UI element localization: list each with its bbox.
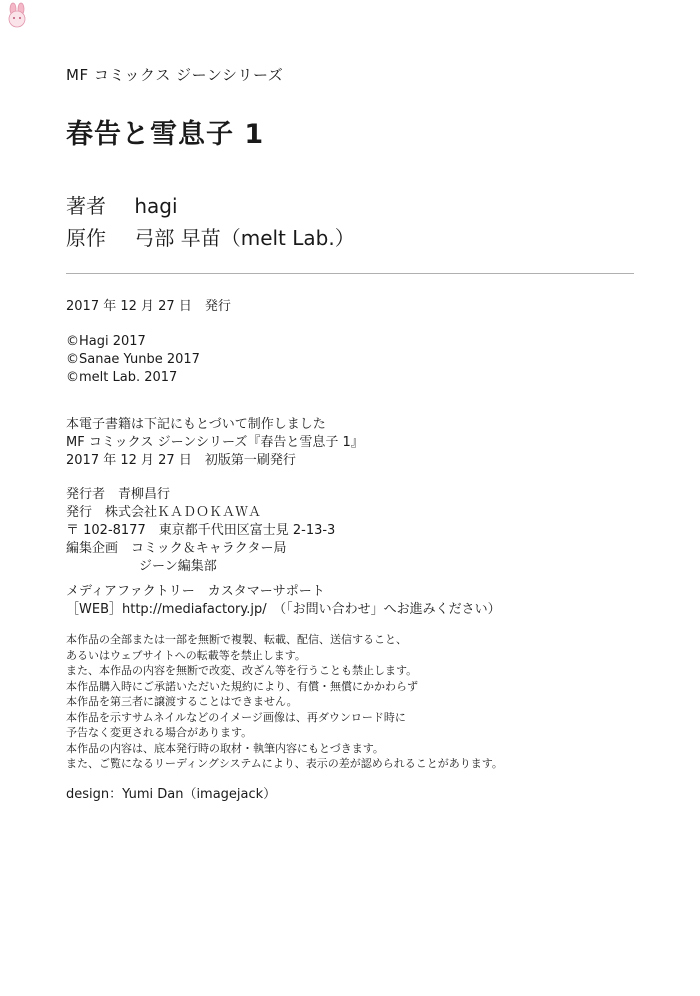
editing-subdept: ジーン編集部	[139, 559, 217, 574]
support-web: ［WEB］http://mediafactory.jp/ （「お問い合わせ」へお進みください）	[66, 602, 501, 617]
credit-name: hagi	[134, 194, 178, 218]
source-line: 本電子書籍は下記にもとづいて制作しました	[66, 417, 326, 432]
copyright-line: ©melt Lab. 2017	[66, 370, 178, 385]
credit-name: 弓部 早苗（melt Lab.）	[134, 226, 355, 250]
book-title: 春告と雪息子 1	[66, 119, 265, 150]
address-line: 〒 102-8177 東京都千代田区富士見 2-13-3	[66, 523, 336, 538]
customer-support	[66, 583, 501, 619]
notice-line: 本作品の内容は、底本発行時の取材・執筆内容にもとづきます。	[66, 741, 384, 755]
series-name: MF コミックス ジーンシリーズ	[66, 66, 284, 84]
credit-role: 著者	[66, 194, 106, 218]
publisher-line: 発行 株式会社ＫＡＤＯＫＡＷＡ	[66, 505, 262, 520]
notice-line: 本作品を示すサムネイルなどのイメージ画像は、再ダウンロード時に	[66, 710, 406, 724]
design-credit: design：Yumi Dan（imagejack）	[66, 787, 277, 802]
release-date: 2017 年 12 月 27 日 発行	[66, 299, 231, 314]
editing-dept: コミック＆キャラクター局	[131, 541, 287, 556]
divider	[66, 273, 634, 274]
publisher-info	[66, 486, 335, 576]
notice-line: また、ご覧になるリーディングシステムにより、表示の差が認められることがあります。	[66, 757, 503, 770]
credit-author	[66, 190, 178, 219]
notice-line: また、本作品の内容を無断で改変、改ざん等を行うことも禁止します。	[66, 664, 418, 677]
copyright-line: ©Hagi 2017	[66, 334, 146, 349]
notice-line: 本作品の全部または一部を無断で複製、転載、配信、送信すること、	[66, 633, 407, 646]
source-line: 2017 年 12 月 27 日 初版第一刷発行	[66, 453, 296, 468]
support-name: メディアファクトリー カスタマーサポート	[66, 584, 325, 599]
source-line: MF コミックス ジーンシリーズ『春告と雪息子 1』	[66, 435, 364, 450]
credit-original-work	[66, 222, 355, 251]
credit-role: 原作	[66, 226, 106, 250]
source-edition-info	[66, 416, 364, 470]
notice-line: 本作品購入時にご承諾いただいた規約により、有償・無償にかかわらず	[66, 679, 418, 693]
notice-line: 予告なく変更される場合があります。	[66, 726, 253, 739]
bunny-icon	[4, 2, 30, 28]
notice-line: 本作品を第三者に譲渡することはできません。	[66, 695, 298, 708]
editing-label: 編集企画	[66, 541, 132, 556]
copyright-list	[66, 333, 200, 387]
issuer-line: 発行者 青柳昌行	[66, 487, 171, 502]
notice-line: あるいはウェブサイトへの転載等を禁止します。	[66, 648, 306, 662]
copyright-line: ©Sanae Yunbe 2017	[66, 352, 200, 367]
editing-line	[66, 540, 335, 558]
copyright-notice	[66, 632, 503, 772]
